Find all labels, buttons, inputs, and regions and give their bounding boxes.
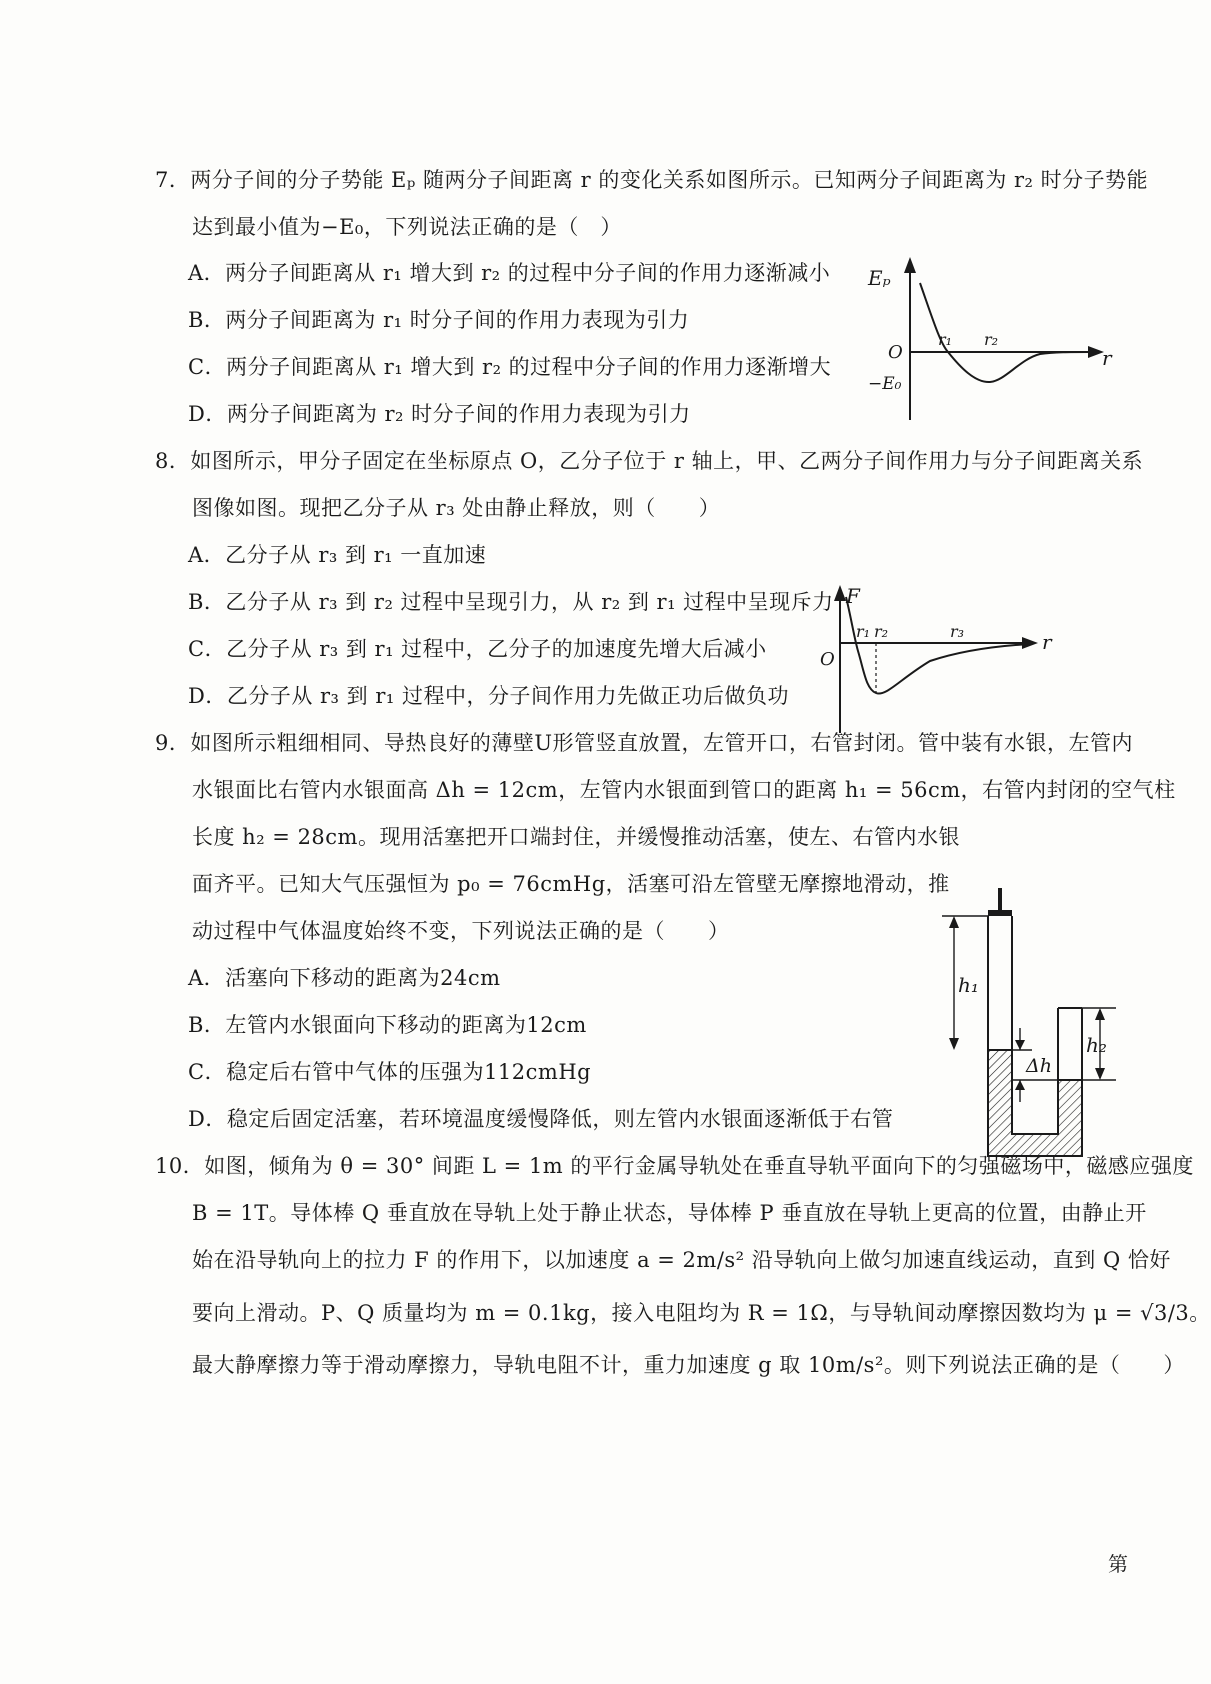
q7-graph-y-label: Eₚ [868,266,891,290]
q7-graph-r2: r₂ [984,330,999,349]
q9-u-tube-figure [940,888,1120,1160]
q9-option-c: C．稳定后右管中气体的压强为112cmHg [188,1060,592,1084]
q9-h1-label: h₁ [958,973,979,997]
q8-graph-y-label: F [846,584,860,608]
q8-stem-line2: 图像如图。现把乙分子从 r₃ 处由静止释放，则（ ） [192,496,721,520]
q9-piston [988,910,1012,916]
q9-option-b: B．左管内水银面向下移动的距离为12cm [188,1013,587,1037]
q9-dh-arrowhead-bottom [1015,1080,1025,1090]
page-number-label: 第 [1108,1552,1128,1576]
q9-h1-arrow-up [949,916,959,928]
q7-option-a: A．两分子间距离从 r₁ 增大到 r₂ 的过程中分子间的作用力逐渐减小 [188,261,831,285]
q10-stem-line4: 要向上滑动。P、Q 质量均为 m = 0.1kg，接入电阻均为 R = 1Ω，与导轨间动摩擦因数均为 μ = √3/3。 [192,1301,1211,1325]
q8-option-a: A．乙分子从 r₃ 到 r₁ 一直加速 [188,543,487,567]
q7-option-d: D．两分子间距离为 r₂ 时分子间的作用力表现为引力 [188,402,691,426]
q9-h2-arrow-down [1095,1068,1105,1080]
q10-stem-line3: 始在沿导轨向上的拉力 F 的作用下，以加速度 a = 2m/s² 沿导轨向上做匀加速直线运动，直到 Q 恰好 [192,1248,1171,1272]
q8-stem-line1: 8．如图所示，甲分子固定在坐标原点 O，乙分子位于 r 轴上，甲、乙两分子间作用力与分子间距离关系 [155,449,1144,473]
q10-stem-line2: B = 1T。导体棒 Q 垂直放在导轨上处于静止状态，导体棒 P 垂直放在导轨上更高的位置，由静止开 [192,1201,1147,1225]
q10-stem-line5: 最大静摩擦力等于滑动摩擦力，导轨电阻不计，重力加速度 g 取 10m/s²。则下列说法正确的是（ ） [192,1353,1185,1377]
q7-graph-r1: r₁ [938,330,953,349]
q8-graph-curve [846,597,1030,694]
q8-graph-r1: r₁ [856,622,871,641]
q8-force-graph [820,585,1070,745]
q9-option-a: A．活塞向下移动的距离为24cm [188,966,501,990]
q9-h2-arrow-up [1095,1008,1105,1020]
q7-graph-origin: O [888,342,903,363]
q10-stem-line1: 10．如图，倾角为 θ = 30° 间距 L = 1m 的平行金属导轨处在垂直导轨平面向下的匀强磁场中，磁感应强度 [155,1154,1194,1178]
q9-dh-label: Δh [1026,1055,1052,1077]
q9-option-d: D．稳定后固定活塞，若环境温度缓慢降低，则左管内水银面逐渐低于右管 [188,1107,894,1131]
q7-stem-line2: 达到最小值为−E₀，下列说法正确的是（ ） [192,215,622,239]
q7-option-b: B．两分子间距离为 r₁ 时分子间的作用力表现为引力 [188,308,690,332]
q8-graph-r2: r₂ [874,622,889,641]
q9-h1-arrow-down [949,1038,959,1050]
q9-stem-line5: 动过程中气体温度始终不变，下列说法正确的是（ ） [192,919,730,943]
q9-dh-arrowhead-top [1015,1040,1025,1050]
q7-graph-min-label: −E₀ [868,374,902,394]
q8-option-b: B．乙分子从 r₃ 到 r₂ 过程中呈现引力，从 r₂ 到 r₁ 过程中呈现斥力 [188,590,834,614]
q9-stem-line4: 面齐平。已知大气压强恒为 p₀ = 76cmHg，活塞可沿左管壁无摩擦地滑动，推 [192,872,950,896]
q8-graph-x-label: r [1042,630,1052,654]
q8-graph-x-arrow [1022,637,1038,649]
q7-graph-y-arrow [904,257,916,273]
q8-graph-y-arrow [834,585,846,601]
q7-stem-line1: 7．两分子间的分子势能 Eₚ 随两分子间距离 r 的变化关系如图所示。已知两分子间距离为 r₂ 时分子势能 [155,168,1149,192]
q8-graph-origin: O [820,649,835,670]
q9-h2-label: h₂ [1086,1033,1107,1057]
q7-potential-energy-graph [860,255,1110,425]
q9-stem-line1: 9．如图所示粗细相同、导热良好的薄壁U形管竖直放置，左管开口，右管封闭。管中装有水银，左管内 [155,731,1134,755]
q9-stem-line2: 水银面比右管内水银面高 Δh = 12cm，左管内水银面到管口的距离 h₁ = 56cm，右管内封闭的空气柱 [192,778,1176,802]
q8-graph-r3: r₃ [950,622,965,641]
q9-stem-line3: 长度 h₂ = 28cm。现用活塞把开口端封住，并缓慢推动活塞，使左、右管内水银 [192,825,960,849]
q7-option-c: C．两分子间距离从 r₁ 增大到 r₂ 的过程中分子间的作用力逐渐增大 [188,355,832,379]
q8-option-c: C．乙分子从 r₃ 到 r₁ 过程中，乙分子的加速度先增大后减小 [188,637,767,661]
q7-graph-x-label: r [1102,346,1112,370]
q8-option-d: D．乙分子从 r₃ 到 r₁ 过程中，分子间作用力先做正功后做负功 [188,684,789,708]
